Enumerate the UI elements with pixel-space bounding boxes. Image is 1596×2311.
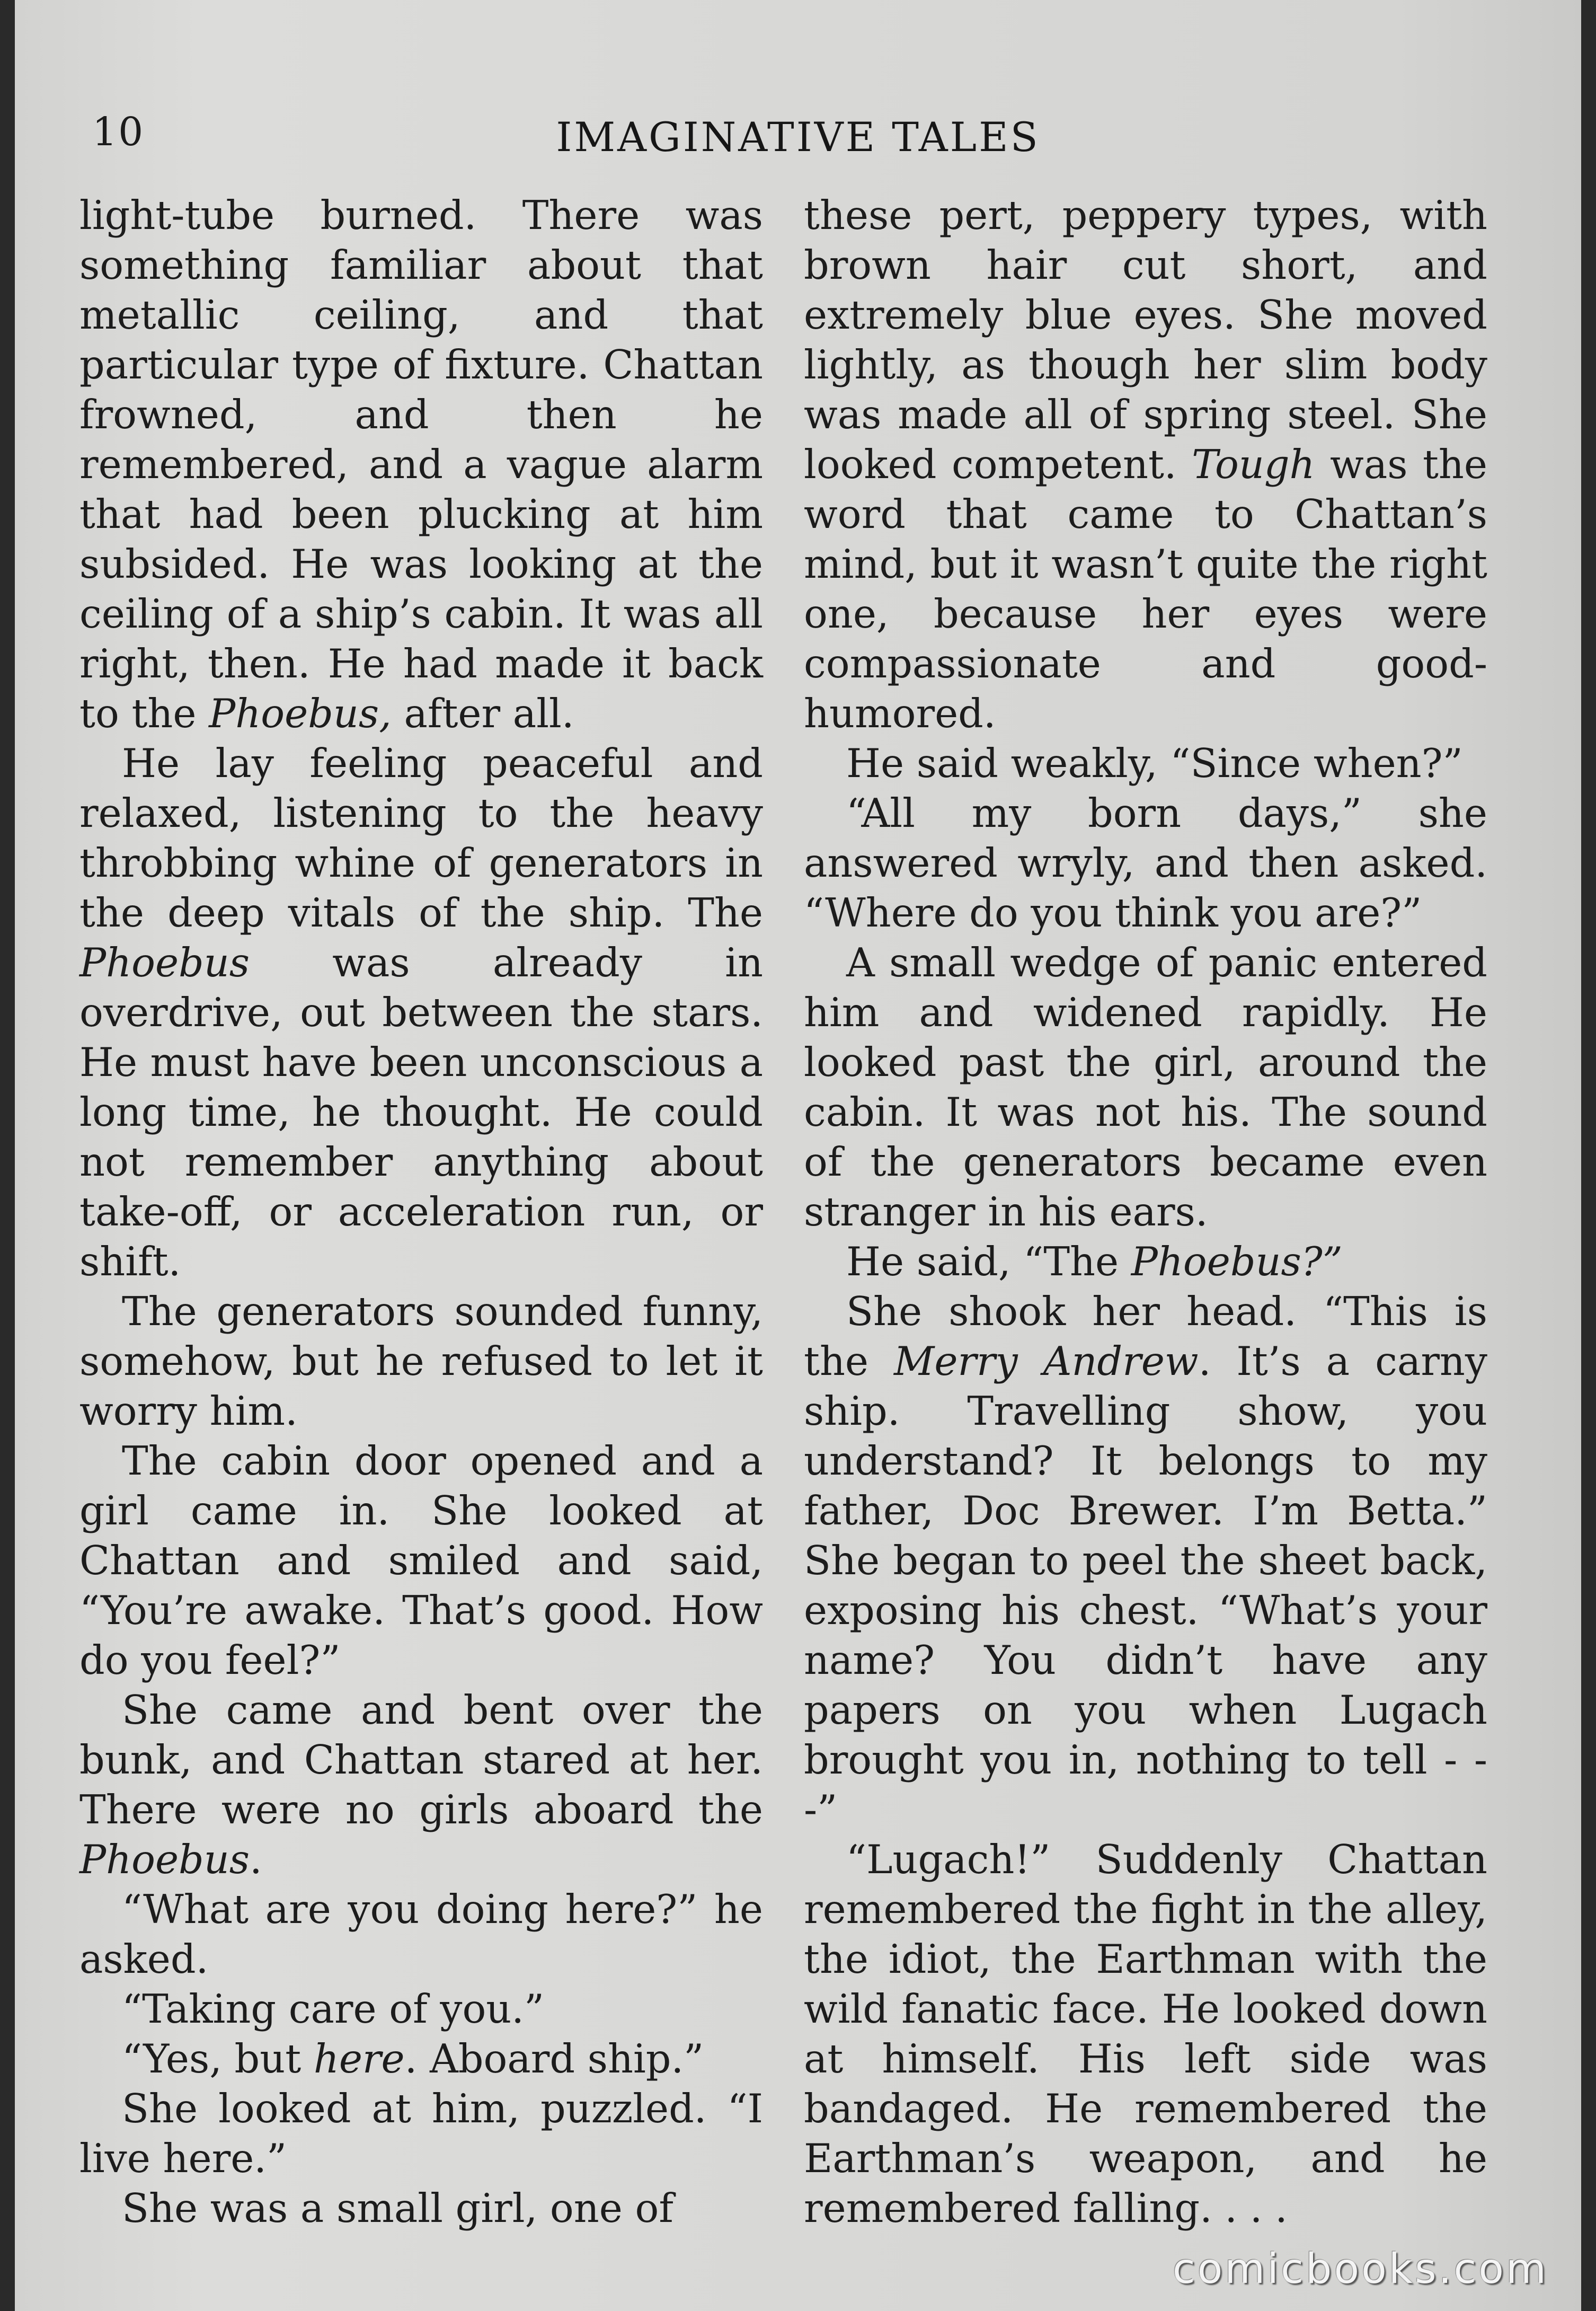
text-run: He lay feeling peaceful and relaxed, listening to the heavy throbbing whine of generators in the deep vitals of the ship. The: [79, 740, 763, 936]
paragraph: [79, 2084, 763, 2184]
text-run: “Taking care of you.”: [122, 1986, 545, 2032]
text-run: was already in overdrive, out between the stars. He must have been unconscious a long time, he thought. He could not remember anything about take-off, or acceleration run, or shift.: [79, 940, 763, 1285]
text-run: these pert, peppery types, with brown hair cut short, and extremely blue eyes. She moved lightly, as though her slim body was made all of spring steel. She looked competent.: [804, 192, 1487, 488]
text-run: after all.: [391, 691, 574, 737]
italic-text-run: Merry Andrew: [894, 1338, 1199, 1384]
text-run: He said weakly, “Since when?”: [846, 740, 1463, 787]
text-run: “Lugach!” Suddenly Chattan remembered the fight in the alley, the idiot, the Earthman with the wild fanatic face. He looked down at himself. His left side was bandaged. He remembered the Earthman’s weapon, and he remembered falling. . . .: [804, 1837, 1487, 2231]
page-number: 10: [92, 109, 145, 155]
right-text-column: [804, 191, 1487, 2234]
text-run: .: [249, 1837, 262, 1883]
text-run: . Aboard ship.”: [404, 2036, 704, 2082]
text-run: She was a small girl, one of: [122, 2185, 673, 2231]
text-run: She came and bent over the bunk, and Chattan stared at her. There were no girls aboard the: [79, 1687, 763, 1833]
text-run: He said, “The: [846, 1239, 1131, 1285]
paragraph: [79, 1885, 763, 1984]
text-run: She looked at him, puzzled. “I live here.”: [79, 2086, 763, 2182]
text-run: The generators sounded funny, somehow, but he refused to let it worry him.: [79, 1289, 763, 1434]
paragraph: [79, 191, 763, 739]
text-run: A small wedge of panic entered him and widened rapidly. He looked past the girl, around the cabin. It was not his. The sound of the generators became even stranger in his ears.: [804, 940, 1487, 1235]
italic-text-run: here: [313, 2036, 405, 2082]
paragraph: [804, 1287, 1487, 1835]
watermark: comicbooks.com: [1172, 2245, 1548, 2293]
paragraph: [79, 1436, 763, 1686]
paragraph: [804, 191, 1487, 739]
paragraph: [804, 1835, 1487, 2234]
paragraph: [804, 1237, 1487, 1287]
text-run: “All my born days,” she answered wryly, and then asked. “Where do you think you are?”: [804, 790, 1487, 936]
paragraph: [804, 789, 1487, 938]
magazine-page: [15, 0, 1581, 2311]
paragraph: [804, 739, 1487, 789]
paragraph: [804, 938, 1487, 1237]
paragraph: [79, 2034, 763, 2084]
text-run: The cabin door opened and a girl came in. She looked at Chattan and smiled and said, “You’re awake. That’s good. How do you feel?”: [79, 1438, 763, 1683]
paragraph: [79, 1287, 763, 1436]
italic-text-run: Phoebus: [79, 940, 250, 986]
italic-text-run: Phoebus: [79, 1837, 250, 1883]
text-run: . It’s a carny ship. Travelling show, you understand? It belongs to my father, Doc Brewer. I’m Betta.” She began to peel the sheet back, exposing his chest. “What’s your name? You didn’t have any papers on you when Lugach brought you in, nothing to tell - - -”: [804, 1338, 1488, 1833]
text-run: “What are you doing here?” he asked.: [79, 1886, 763, 1982]
italic-text-run: Phoebus,: [209, 691, 392, 737]
paragraph: [79, 1686, 763, 1885]
text-run: She shook her head. “This is the: [804, 1289, 1487, 1384]
running-title: IMAGINATIVE TALES: [556, 113, 1040, 161]
paragraph: [79, 2184, 763, 2234]
left-text-column: [79, 191, 763, 2234]
paragraph: [79, 1984, 763, 2034]
paragraph: [79, 739, 763, 1287]
text-run: was the word that came to Chattan’s mind, but it wasn’t quite the right one, because her eyes were compassionate and good-humored.: [804, 442, 1487, 737]
italic-text-run: Tough: [1192, 442, 1315, 488]
italic-text-run: Phoebus?”: [1131, 1239, 1343, 1285]
text-run: “Yes, but: [122, 2036, 314, 2082]
text-run: light-tube burned. There was something familiar about that metallic ceiling, and that particular type of fixture. Chattan frowned, and then he remembered, and a vague alarm that had been plucking at him subsided. He was looking at the ceiling of a ship’s cabin. It was all right, then. He had made it back to the: [79, 192, 763, 737]
